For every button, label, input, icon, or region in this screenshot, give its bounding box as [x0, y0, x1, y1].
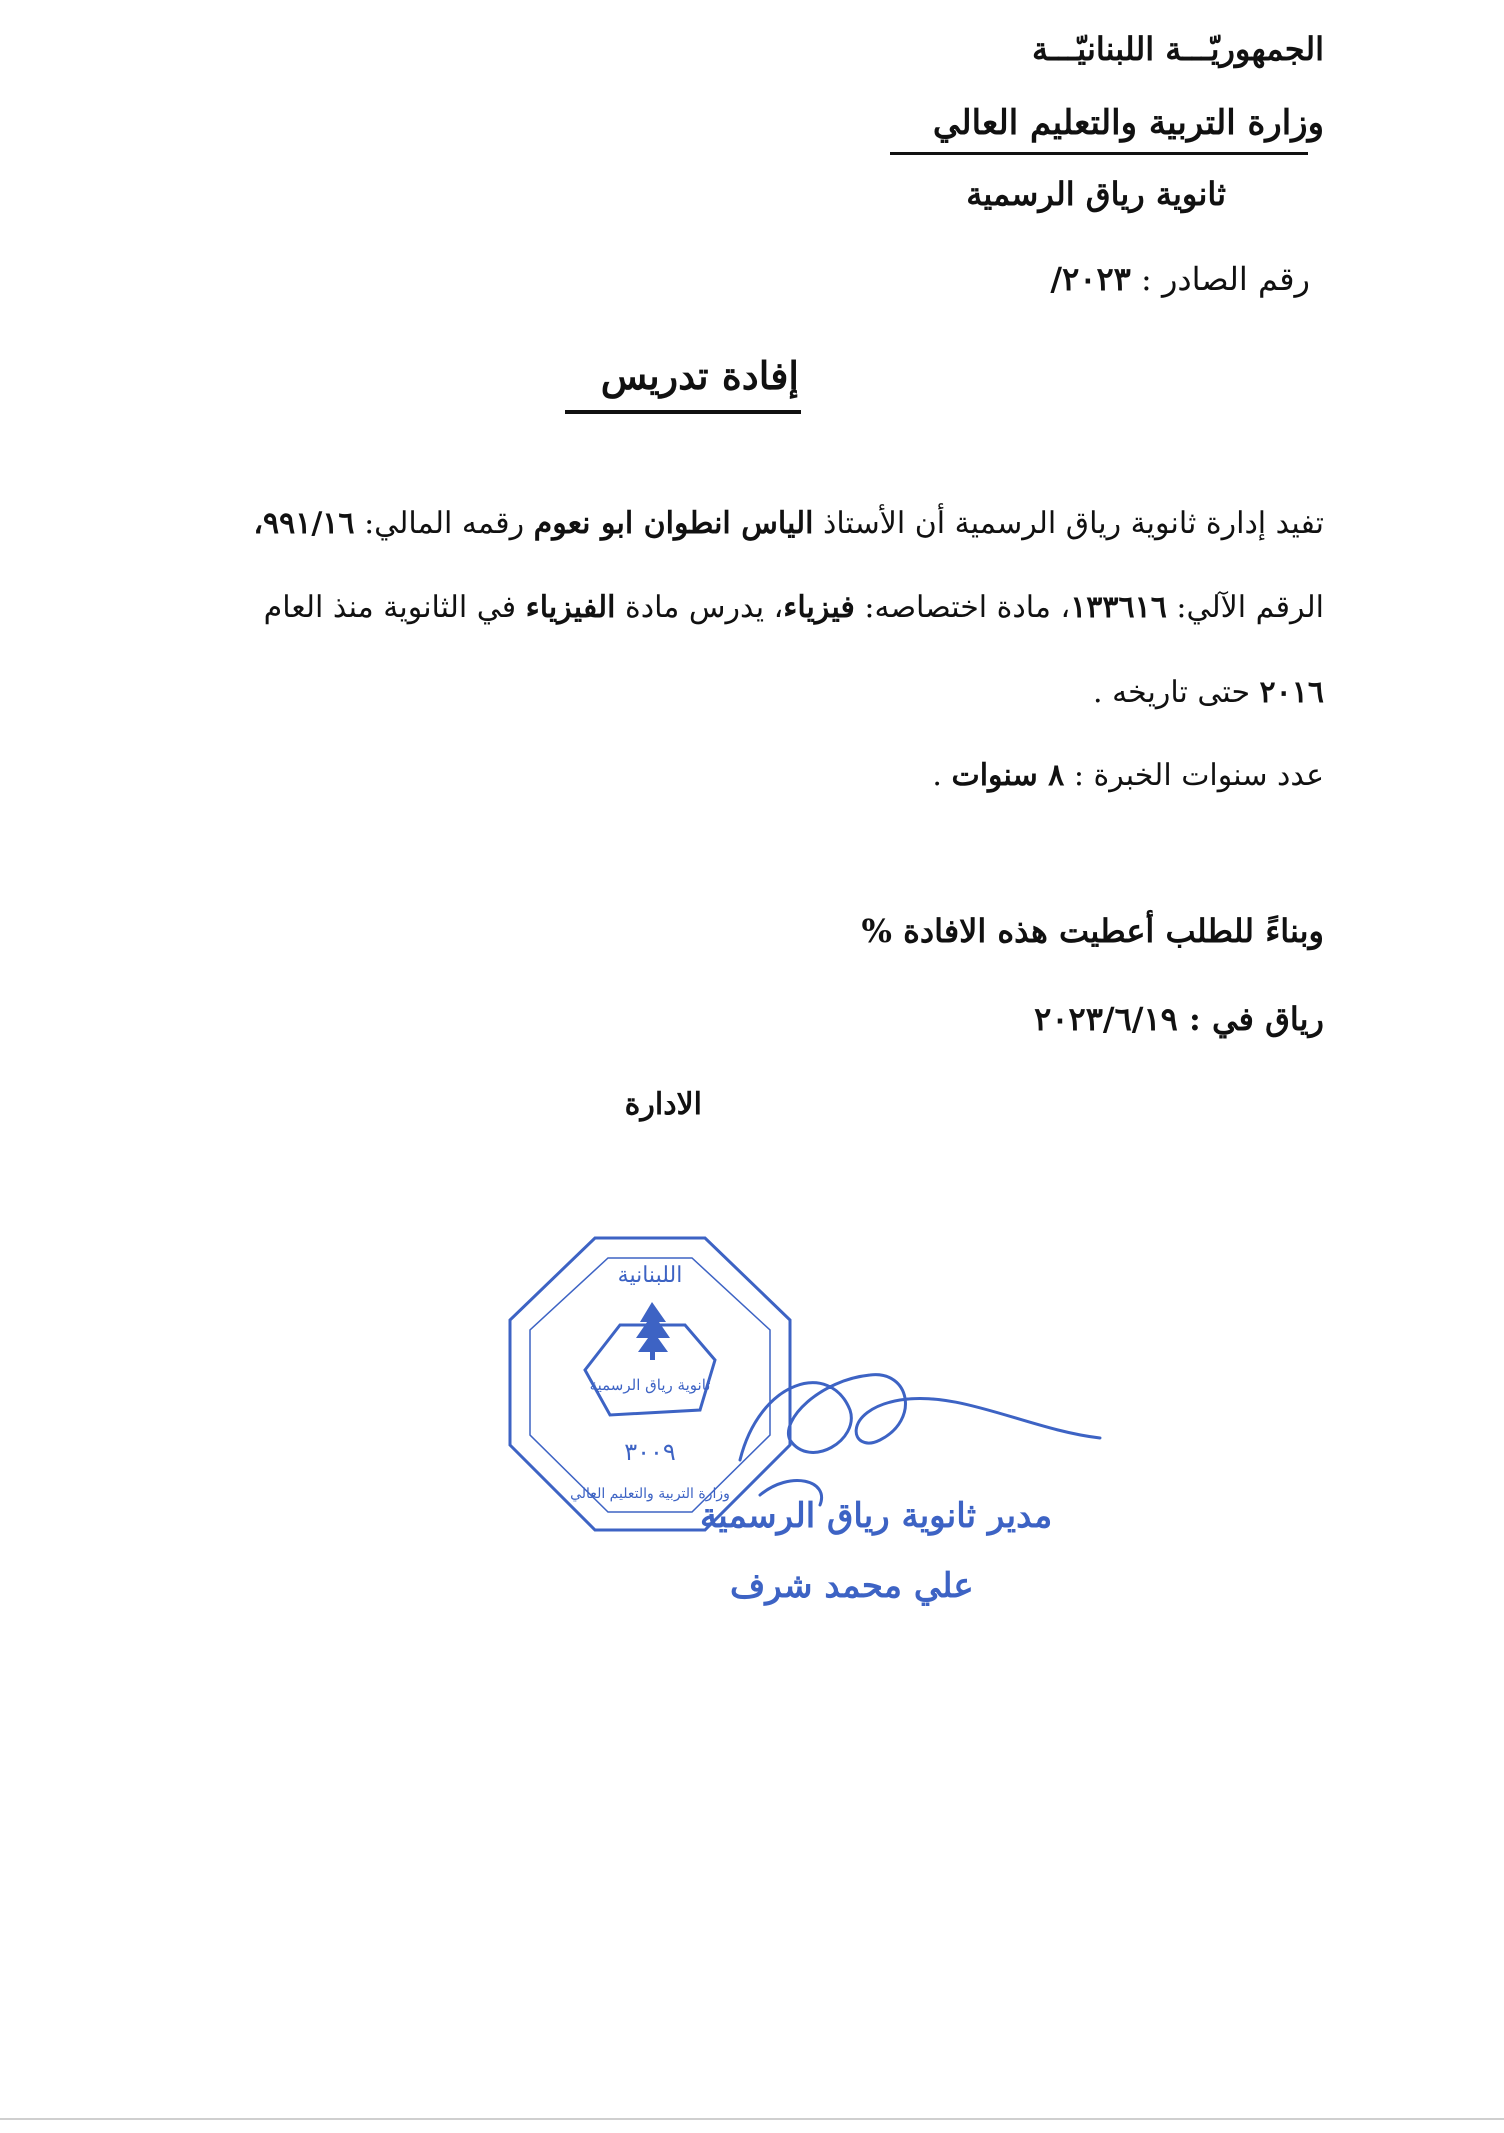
financial-label: رقمه المالي:	[364, 506, 525, 541]
signer-title: مدير ثانوية رياق الرسمية	[700, 1496, 1053, 1536]
body-line-1: تفيد إدارة ثانوية رياق الرسمية أن الأستاذ الياس انطوان ابو نعوم رقمه المالي: ٩٩١/١٦،	[253, 506, 1324, 541]
stamp-code: ٣٠٠٩	[624, 1438, 676, 1466]
page-edge-line	[0, 2118, 1504, 2120]
teaches-label: ، يدرس مادة	[625, 590, 784, 625]
since-text: في الثانوية منذ العام	[263, 590, 517, 625]
stamp-school-text: ثانوية رياق الرسمية	[589, 1376, 711, 1394]
handwritten-signature	[700, 1320, 1120, 1520]
outgoing-label: رقم الصادر :	[1140, 260, 1310, 298]
signer-name: علي محمد شرف	[730, 1566, 974, 1606]
financial-number: ٩٩١/١٦	[263, 506, 355, 541]
until-text: حتى تاريخه .	[1093, 675, 1250, 710]
request-line: وبناءً للطلب أعطيت هذه الافادة %	[861, 912, 1324, 950]
experience-value: ٨ سنوات	[951, 758, 1065, 793]
experience-line	[932, 758, 1324, 793]
auto-number: ١٣٣٦١٦	[1070, 590, 1167, 625]
l1-prefix: تفيد إدارة ثانوية رياق الرسمية أن الأستاذ	[823, 506, 1324, 541]
specialty: فيزياء	[783, 590, 855, 625]
republic-heading: الجمهوريّـــة اللبنانيّـــة	[1032, 30, 1324, 68]
stamp-bottom-text: وزارة التربية والتعليم العالي	[570, 1486, 730, 1502]
specialty-label: ، مادة اختصاصه:	[864, 590, 1071, 625]
outgoing-value: ٢٠٢٣/	[1050, 260, 1131, 298]
date-line	[1034, 1000, 1324, 1038]
ministry-underline	[890, 152, 1308, 155]
experience-label: عدد سنوات الخبرة :	[1073, 758, 1324, 793]
date-value: ٢٠٢٣/٦/١٩	[1034, 1000, 1178, 1038]
date-label: رياق في :	[1189, 1000, 1324, 1038]
stamp-top-text: اللبنانية	[617, 1263, 683, 1288]
school-heading: ثانوية رياق الرسمية	[966, 175, 1226, 213]
document-title: إفادة تدريس	[600, 353, 799, 398]
outgoing-number	[1050, 260, 1310, 298]
ministry-heading: وزارة التربية والتعليم العالي	[932, 103, 1324, 143]
administration-label: الادارة	[624, 1087, 702, 1122]
auto-label: الرقم الآلي:	[1176, 590, 1324, 625]
subject: الفيزياء	[525, 590, 616, 625]
teacher-name: الياس انطوان ابو نعوم	[533, 506, 814, 541]
body-line-2	[264, 590, 1324, 625]
body-line-3	[1093, 675, 1324, 710]
title-underline	[565, 410, 801, 414]
cedar-emblem-icon	[636, 1302, 670, 1360]
start-year: ٢٠١٦	[1259, 675, 1324, 710]
experience-tail: .	[932, 758, 942, 793]
